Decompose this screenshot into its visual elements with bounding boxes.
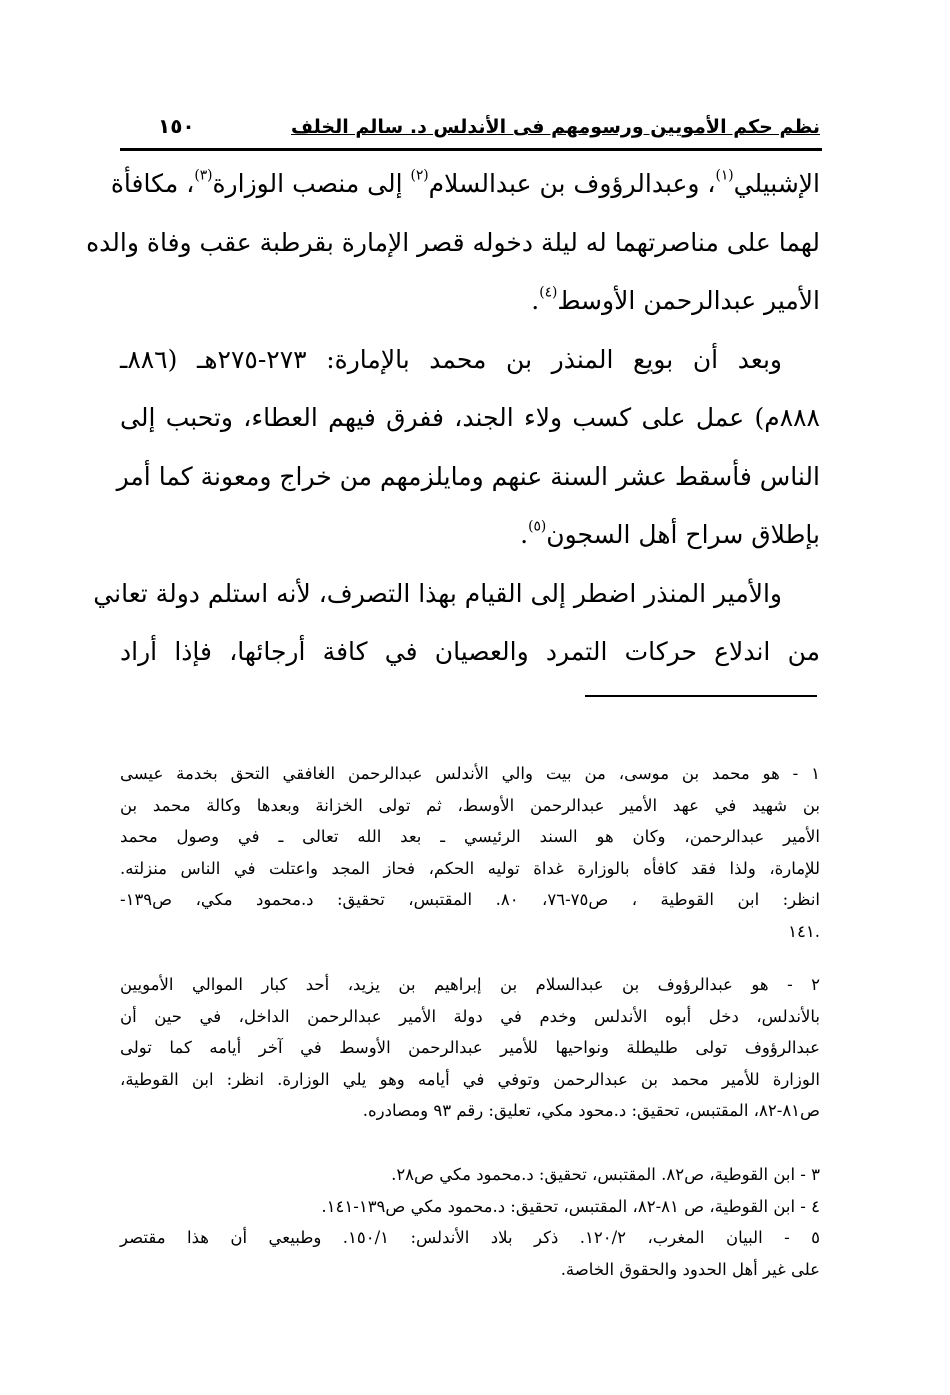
text-segment: الأمير عبدالرحمن الأوسط — [557, 286, 820, 315]
body-line — [120, 506, 820, 565]
footnote-marker[interactable]: (٣) — [194, 167, 213, 184]
text-segment: ٨٨٨م) عمل على كسب ولاء الجند، ففرق فيهم العطاء، وتحبب إلى — [120, 403, 820, 432]
footnote — [120, 1191, 820, 1223]
text-segment: . — [520, 520, 529, 549]
text-segment: إلى منصب الوزارة — [212, 169, 411, 198]
footnote-line: .١٤١ — [788, 921, 820, 941]
footnote-line: بالأندلس، دخل أبوه الأندلس وخدم في دولة الأمير عبدالرحمن الداخل، في حين أن — [120, 1006, 820, 1026]
footnote-line: على غير أهل الحدود والحقوق الخاصة. — [560, 1259, 820, 1279]
page-number: ١٥٠ — [158, 114, 195, 138]
footnote-marker[interactable]: (٥) — [528, 518, 547, 535]
footnote-line: ٤ - ابن القوطية، ص ٨١-٨٢، المقتبس، تحقيق: د.محمود مكي ص١٣٩-١٤١. — [321, 1197, 820, 1216]
body-line — [120, 331, 820, 390]
text-segment: وبعد أن بويع المنذر بن محمد بالإمارة: ٢٧٣-٢٧٥هـ (٨٨٦ـ — [120, 344, 782, 374]
footnote-separator — [585, 695, 817, 697]
body-line — [110, 155, 820, 214]
footnote-marker[interactable]: (٢) — [410, 167, 429, 184]
text-segment: الإشبيلي — [733, 169, 820, 198]
text-segment: من اندلاع حركات التمرد والعصيان في كافة أرجائها، فإذا أراد — [120, 637, 820, 666]
text-segment: . — [531, 286, 540, 315]
footnote — [120, 758, 820, 948]
text-segment: والأمير المنذر اضطر إلى القيام بهذا التصرف، لأنه استلم دولة تعاني — [93, 578, 782, 608]
body-line — [120, 623, 820, 682]
footnote-marker[interactable]: (١) — [715, 167, 734, 184]
body-line — [86, 214, 820, 273]
body-line — [93, 565, 820, 624]
header-rule — [120, 148, 822, 151]
footnote-line: ٣ - ابن القوطية، ص٨٢. المقتبس، تحقيق: د.محمود مكي ص٢٨. — [391, 1165, 820, 1184]
body-line — [120, 272, 820, 331]
text-segment: الناس فأسقط عشر السنة عنهم ومايلزمهم من خراج ومعونة كما أمر — [116, 461, 820, 491]
running-title: نظم حكم الأمويين ورسومهم فى الأندلس د. سالم الخلف — [291, 116, 820, 138]
footnote — [120, 1222, 820, 1285]
footnote — [120, 969, 820, 1127]
footnote-line: للإمارة، ولذا فقد كافأه بالوزارة غداة توليه الحكم، فحاز المجد واعتلت في الناس منزلته. — [120, 858, 820, 878]
footnote-line: انظر: ابن القوطية ، ص٧٥-٧٦، ٨٠. المقتبس، تحقيق: د.محمود مكي، ص١٣٩- — [120, 890, 820, 910]
text-segment: بإطلاق سراح أهل السجون — [546, 520, 820, 549]
body-line — [120, 389, 820, 448]
footnote-line: بن شهيد في عهد الأمير عبدالرحمن الأوسط، ثم تولى الخزانة وبعدها وكالة محمد بن — [120, 795, 820, 815]
footnote-line: عبدالرؤوف تولى طليطلة ونواحيها للأمير عبدالرحمن الأوسط في آخر أيامه كما تولى — [120, 1038, 820, 1058]
footnote-line: الوزارة للأمير محمد بن عبدالرحمن وتوفي في أيامه وهو يلي الوزارة. انظر: ابن القوطية، — [120, 1069, 820, 1089]
body-line — [116, 448, 820, 507]
footnote-line: ٢ - هو عبدالرؤوف بن عبدالسلام بن إبراهيم بن يزيد، أحد كبار الموالي الأمويين — [120, 975, 820, 994]
text-segment: ، وعبدالرؤوف بن عبدالسلام — [428, 169, 716, 198]
footnote — [120, 1159, 820, 1191]
footnote-line: ١ - هو محمد بن موسى، من بيت والي الأندلس عبدالرحمن الغافقي التحق بخدمة عيسى — [120, 764, 820, 783]
footnote-line: ص٨١-٨٢، المقتبس، تحقيق: د.محود مكي، تعليق: رقم ٩٣ ومصادره. — [362, 1101, 820, 1121]
footnote-line: الأمير عبدالرحمن، وكان هو السند الرئيسي ـ بعد الله تعالى ـ في وصول محمد — [120, 827, 820, 847]
body-text — [86, 155, 820, 682]
text-segment: ، مكافأة — [110, 169, 195, 198]
page-header — [120, 112, 820, 148]
footnote-line: ٥ - البيان المغرب، ١٢٠/٢. ذكر بلاد الأندلس: ١٥٠/١. وطبيعي أن هذا مقتصر — [120, 1228, 820, 1247]
text-segment: لهما على مناصرتهما له ليلة دخوله قصر الإمارة بقرطبة عقب وفاة والده — [86, 227, 820, 257]
footnote-marker[interactable]: (٤) — [539, 284, 558, 301]
